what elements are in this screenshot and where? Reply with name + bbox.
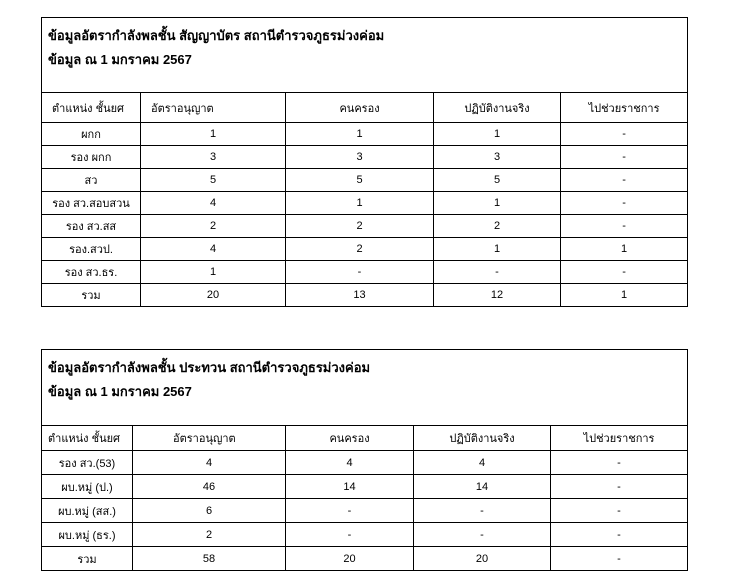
cell-authorized: 46: [133, 475, 286, 499]
header-rank: ตำแหน่ง ชั้นยศ: [42, 426, 133, 451]
nco-staffing-table: [41, 349, 688, 571]
cell-occupied: -: [286, 523, 414, 547]
total-row: [42, 547, 688, 571]
cell-rank: ผบ.หมู่ (ธร.): [42, 523, 133, 547]
title-line-1: ข้อมูลอัตรากำลังพลชั้น สัญญาบัตร สถานีตำรวจภูธรม่วงค่อม: [48, 28, 385, 43]
table-row: [42, 499, 688, 523]
cell-seconded: 1: [561, 284, 688, 307]
cell-authorized: 1: [141, 261, 286, 284]
cell-authorized: 6: [133, 499, 286, 523]
cell-on-duty: 5: [434, 169, 561, 192]
cell-occupied: 4: [286, 451, 414, 475]
cell-on-duty: -: [414, 499, 551, 523]
cell-authorized: 4: [141, 192, 286, 215]
cell-on-duty: -: [434, 261, 561, 284]
cell-rank: รอง สว.(53): [42, 451, 133, 475]
header-on-duty: ปฏิบัติงานจริง: [434, 93, 561, 123]
cell-on-duty: 14: [414, 475, 551, 499]
cell-seconded: -: [551, 451, 688, 475]
cell-occupied: 5: [286, 169, 434, 192]
title-line-1: ข้อมูลอัตรากำลังพลชั้น ประทวน สถานีตำรวจภูธรม่วงค่อม: [48, 360, 371, 375]
table-row: [42, 146, 688, 169]
cell-on-duty: 1: [434, 238, 561, 261]
table-title: [42, 350, 688, 426]
cell-rank: รอง สว.สอบสวน: [42, 192, 141, 215]
cell-seconded: -: [561, 169, 688, 192]
cell-seconded: -: [561, 192, 688, 215]
header-occupied: คนครอง: [286, 426, 414, 451]
cell-seconded: -: [551, 499, 688, 523]
cell-authorized: 5: [141, 169, 286, 192]
cell-on-duty: 1: [434, 192, 561, 215]
table-row: [42, 123, 688, 146]
cell-occupied: -: [286, 261, 434, 284]
table-row: [42, 169, 688, 192]
officer-staffing-table: [41, 17, 688, 307]
cell-rank: รอง.สวป.: [42, 238, 141, 261]
header-row: [42, 426, 688, 451]
title-line-2: ข้อมูล ณ 1 มกราคม 2567: [48, 52, 192, 67]
cell-on-duty: 3: [434, 146, 561, 169]
cell-authorized: 2: [133, 523, 286, 547]
table-row: [42, 215, 688, 238]
cell-rank: รวม: [42, 547, 133, 571]
cell-occupied: 20: [286, 547, 414, 571]
total-row: [42, 284, 688, 307]
cell-on-duty: 4: [414, 451, 551, 475]
header-occupied: คนครอง: [286, 93, 434, 123]
cell-seconded: -: [551, 547, 688, 571]
table-row: [42, 451, 688, 475]
cell-authorized: 4: [133, 451, 286, 475]
header-rank: ตำแหน่ง ชั้นยศ: [42, 93, 141, 123]
cell-occupied: 1: [286, 192, 434, 215]
cell-on-duty: 2: [434, 215, 561, 238]
cell-occupied: -: [286, 499, 414, 523]
header-seconded: ไปช่วยราชการ: [561, 93, 688, 123]
table-row: [42, 192, 688, 215]
cell-authorized: 1: [141, 123, 286, 146]
cell-rank: ผกก: [42, 123, 141, 146]
cell-on-duty: 20: [414, 547, 551, 571]
cell-occupied: 2: [286, 238, 434, 261]
header-authorized: อัตราอนุญาต: [141, 93, 286, 123]
header-seconded: ไปช่วยราชการ: [551, 426, 688, 451]
cell-seconded: -: [561, 261, 688, 284]
cell-authorized: 2: [141, 215, 286, 238]
cell-rank: ผบ.หมู่ (ป.): [42, 475, 133, 499]
cell-rank: รวม: [42, 284, 141, 307]
cell-authorized: 4: [141, 238, 286, 261]
cell-rank: รอง สว.สส: [42, 215, 141, 238]
cell-seconded: -: [561, 146, 688, 169]
header-authorized: อัตราอนุญาต: [133, 426, 286, 451]
cell-occupied: 2: [286, 215, 434, 238]
cell-seconded: -: [561, 123, 688, 146]
cell-occupied: 1: [286, 123, 434, 146]
cell-rank: รอง สว.ธร.: [42, 261, 141, 284]
cell-occupied: 3: [286, 146, 434, 169]
title-line-2: ข้อมูล ณ 1 มกราคม 2567: [48, 384, 192, 399]
cell-rank: รอง ผกก: [42, 146, 141, 169]
cell-authorized: 3: [141, 146, 286, 169]
cell-seconded: 1: [561, 238, 688, 261]
cell-on-duty: 12: [434, 284, 561, 307]
cell-seconded: -: [551, 475, 688, 499]
cell-authorized: 20: [141, 284, 286, 307]
cell-occupied: 14: [286, 475, 414, 499]
cell-occupied: 13: [286, 284, 434, 307]
cell-on-duty: -: [414, 523, 551, 547]
header-row: [42, 93, 688, 123]
cell-seconded: -: [561, 215, 688, 238]
cell-on-duty: 1: [434, 123, 561, 146]
cell-rank: ผบ.หมู่ (สส.): [42, 499, 133, 523]
header-on-duty: ปฏิบัติงานจริง: [414, 426, 551, 451]
table-row: [42, 475, 688, 499]
cell-seconded: -: [551, 523, 688, 547]
table-row: [42, 523, 688, 547]
cell-authorized: 58: [133, 547, 286, 571]
table-row: [42, 238, 688, 261]
table-title: [42, 18, 688, 93]
cell-rank: สว: [42, 169, 141, 192]
table-row: [42, 261, 688, 284]
